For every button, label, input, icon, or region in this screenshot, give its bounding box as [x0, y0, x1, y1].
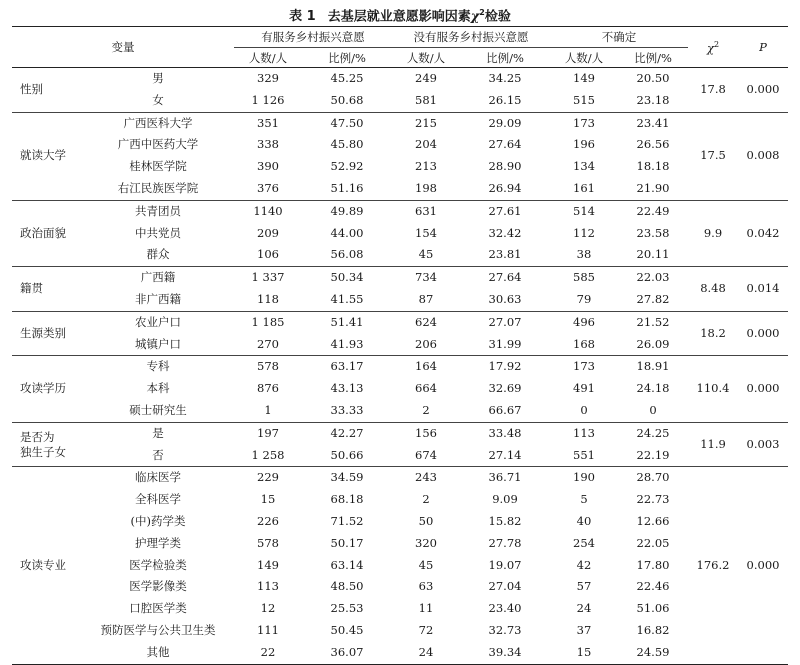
category-label: 桂林医学院	[129, 159, 187, 174]
category-label: (中)药学类	[130, 513, 186, 528]
uncertain-ratio: 17.80	[636, 557, 670, 572]
unwilling-ratio: 29.09	[488, 115, 522, 130]
chi-exponent: 2	[479, 8, 485, 17]
p-value: 0.000	[738, 68, 788, 113]
willing-ratio: 25.53	[330, 601, 364, 616]
unwilling-ratio: 26.94	[460, 178, 550, 200]
unwilling-count: 45	[392, 244, 460, 266]
willing-count: 197	[257, 425, 279, 440]
table-row	[12, 356, 788, 378]
group-label: 就读大学	[12, 112, 82, 200]
uncertain-count: 496	[573, 314, 595, 329]
willing-count: 578	[257, 535, 279, 550]
willing-count: 1140	[253, 203, 283, 218]
uncertain-ratio: 28.70	[636, 470, 670, 485]
table-number: 表 1	[289, 9, 316, 25]
uncertain-ratio: 21.52	[636, 314, 670, 329]
table-row	[12, 200, 788, 222]
willing-count: 390	[257, 159, 279, 174]
uncertain-ratio: 22.19	[618, 445, 688, 467]
unwilling-ratio: 27.04	[488, 579, 522, 594]
chi-square-value: 11.9	[688, 422, 738, 467]
unwilling-ratio: 15.82	[488, 513, 522, 528]
category-label: 广西籍	[140, 270, 176, 285]
table-row	[12, 378, 788, 400]
uncertain-ratio: 27.82	[618, 289, 688, 311]
unwilling-ratio: 28.90	[488, 159, 522, 174]
unwilling-ratio: 36.71	[488, 470, 522, 485]
willing-ratio: 49.89	[330, 203, 364, 218]
unwilling-count: 164	[415, 359, 437, 374]
willing-ratio: 45.25	[330, 71, 364, 85]
willing-ratio: 50.17	[330, 535, 364, 550]
table-row	[12, 311, 788, 333]
uncertain-count: 161	[550, 178, 618, 200]
willing-ratio: 63.14	[330, 557, 364, 572]
unwilling-ratio: 66.67	[460, 400, 550, 422]
category-label: 右江民族医学院	[82, 178, 234, 200]
unwilling-ratio: 32.42	[488, 225, 522, 240]
p-value: 0.000	[738, 356, 788, 422]
uncertain-ratio: 16.82	[636, 622, 670, 637]
category-label: 群众	[82, 244, 234, 266]
category-label: 护理学类	[135, 535, 181, 550]
willing-count: 118	[234, 289, 302, 311]
group-label: 政治面貌	[12, 200, 82, 266]
category-label: 医学影像类	[129, 579, 187, 594]
unwilling-count: 674	[392, 445, 460, 467]
category-label: 农业户口	[135, 314, 181, 329]
willing-ratio: 41.55	[302, 289, 392, 311]
table-title-suffix: 检验	[484, 9, 511, 25]
unwilling-count: 206	[392, 334, 460, 356]
chi-square-value: 17.8	[688, 68, 738, 113]
willing-ratio: 71.52	[330, 513, 364, 528]
willing-ratio: 50.66	[302, 445, 392, 467]
group-label: 性别	[12, 68, 82, 113]
unwilling-count: 734	[415, 270, 437, 285]
willing-ratio: 56.08	[302, 244, 392, 266]
uncertain-count: 190	[573, 470, 595, 485]
uncertain-count: 514	[573, 203, 595, 218]
unwilling-ratio: 17.92	[488, 359, 522, 374]
group-label: 攻读学历	[12, 356, 82, 422]
willing-ratio: 43.13	[330, 381, 364, 396]
table-row	[12, 178, 788, 200]
table-row	[12, 422, 788, 444]
header-ratio: 比例/%	[302, 48, 392, 68]
uncertain-ratio: 20.50	[636, 71, 670, 85]
unwilling-ratio: 9.09	[492, 492, 518, 507]
willing-ratio: 45.80	[330, 137, 364, 152]
uncertain-ratio: 24.59	[618, 642, 688, 664]
willing-ratio: 48.50	[330, 579, 364, 594]
uncertain-count: 112	[573, 225, 595, 240]
willing-ratio: 52.92	[330, 159, 364, 174]
unwilling-count: 581	[392, 90, 460, 112]
uncertain-count: 79	[550, 289, 618, 311]
uncertain-count: 173	[573, 115, 595, 130]
willing-count: 578	[257, 359, 279, 374]
willing-count: 876	[257, 381, 279, 396]
table-row	[12, 400, 788, 422]
willing-count: 329	[257, 71, 279, 85]
uncertain-count: 168	[550, 334, 618, 356]
uncertain-count: 57	[576, 579, 592, 594]
willing-count: 12	[260, 601, 276, 616]
willing-ratio: 63.17	[330, 359, 364, 374]
table-row	[12, 555, 788, 577]
table-row	[12, 445, 788, 467]
unwilling-count: 204	[415, 137, 437, 152]
unwilling-ratio: 32.73	[488, 622, 522, 637]
category-label: 是	[152, 425, 164, 440]
unwilling-count: 2	[392, 400, 460, 422]
willing-count: 1 258	[234, 445, 302, 467]
willing-count: 149	[257, 557, 279, 572]
table-row	[12, 267, 788, 289]
data-table	[12, 26, 788, 665]
group-label: 攻读专业	[12, 467, 82, 664]
willing-count: 209	[257, 225, 279, 240]
willing-count: 1 126	[234, 90, 302, 112]
category-label: 本科	[146, 381, 170, 396]
uncertain-count: 196	[573, 137, 595, 152]
unwilling-count: 63	[418, 579, 434, 594]
willing-ratio: 33.33	[302, 400, 392, 422]
unwilling-count: 243	[415, 470, 437, 485]
unwilling-ratio: 33.48	[488, 425, 522, 440]
header-ratio: 比例/%	[460, 48, 550, 68]
category-label: 广西中医药大学	[117, 137, 199, 152]
uncertain-count: 173	[573, 359, 595, 374]
table-title	[0, 0, 800, 26]
willing-count: 113	[257, 579, 279, 594]
uncertain-count: 24	[576, 601, 592, 616]
table-row	[12, 576, 788, 598]
chi-square-value: 176.2	[688, 467, 738, 664]
table-row	[12, 511, 788, 533]
chi-symbol: χ	[470, 9, 480, 25]
chi-symbol: χ	[706, 40, 714, 55]
uncertain-ratio: 23.18	[618, 90, 688, 112]
table-row	[12, 134, 788, 156]
willing-ratio: 68.18	[330, 492, 364, 507]
uncertain-count: 515	[550, 90, 618, 112]
chi-square-value: 8.48	[688, 267, 738, 312]
category-label: 临床医学	[135, 470, 181, 485]
willing-count: 1 185	[251, 314, 285, 329]
uncertain-count: 149	[573, 71, 595, 85]
unwilling-ratio: 19.07	[488, 557, 522, 572]
unwilling-ratio: 27.78	[488, 535, 522, 550]
willing-count: 226	[257, 513, 279, 528]
table-body	[12, 68, 788, 665]
chi-square-value: 9.9	[688, 200, 738, 266]
category-label: 专科	[146, 359, 170, 374]
willing-count: 376	[234, 178, 302, 200]
category-label: 硕士研究生	[82, 400, 234, 422]
willing-count: 1	[234, 400, 302, 422]
uncertain-ratio: 0	[618, 400, 688, 422]
header-group-uncertain: 不确定	[550, 27, 688, 48]
uncertain-ratio: 18.18	[636, 159, 670, 174]
unwilling-count: 631	[415, 203, 437, 218]
uncertain-ratio: 24.18	[636, 381, 670, 396]
uncertain-ratio: 26.56	[636, 137, 670, 152]
willing-count: 270	[234, 334, 302, 356]
category-label: 城镇户口	[82, 334, 234, 356]
unwilling-ratio: 30.63	[460, 289, 550, 311]
p-value: 0.014	[738, 267, 788, 312]
table-row	[12, 289, 788, 311]
willing-ratio: 47.50	[330, 115, 364, 130]
willing-ratio: 50.34	[330, 270, 364, 285]
willing-count: 22	[234, 642, 302, 664]
unwilling-ratio: 23.81	[460, 244, 550, 266]
table-row	[12, 223, 788, 245]
willing-count: 15	[260, 492, 276, 507]
p-value: 0.000	[738, 467, 788, 664]
category-label: 口腔医学类	[129, 601, 187, 616]
group-label: 生源类别	[12, 311, 82, 356]
uncertain-ratio: 26.09	[618, 334, 688, 356]
unwilling-ratio: 34.25	[488, 71, 522, 85]
table-row	[12, 467, 788, 489]
uncertain-count: 37	[576, 622, 592, 637]
category-label: 否	[82, 445, 234, 467]
unwilling-count: 50	[418, 513, 434, 528]
uncertain-ratio: 51.06	[636, 601, 670, 616]
willing-count: 1 337	[251, 270, 285, 285]
table-row	[12, 90, 788, 112]
chi-square-value: 17.5	[688, 112, 738, 200]
chi-square-value: 110.4	[688, 356, 738, 422]
unwilling-count: 87	[392, 289, 460, 311]
category-label: 男	[152, 71, 164, 85]
unwilling-count: 320	[415, 535, 437, 550]
willing-count: 106	[234, 244, 302, 266]
unwilling-ratio: 39.34	[460, 642, 550, 664]
table-row	[12, 156, 788, 178]
table-row	[12, 598, 788, 620]
uncertain-ratio: 21.90	[618, 178, 688, 200]
unwilling-ratio: 27.14	[460, 445, 550, 467]
uncertain-ratio: 24.25	[636, 425, 670, 440]
table-row	[12, 642, 788, 664]
unwilling-count: 664	[415, 381, 437, 396]
uncertain-ratio: 22.03	[636, 270, 670, 285]
uncertain-count: 15	[550, 642, 618, 664]
unwilling-ratio: 32.69	[488, 381, 522, 396]
p-value: 0.042	[738, 200, 788, 266]
uncertain-count: 113	[573, 425, 595, 440]
uncertain-count: 134	[573, 159, 595, 174]
p-value: 0.000	[738, 311, 788, 356]
uncertain-count: 38	[550, 244, 618, 266]
unwilling-ratio: 27.64	[488, 270, 522, 285]
unwilling-ratio: 26.15	[460, 90, 550, 112]
uncertain-count: 42	[576, 557, 592, 572]
uncertain-ratio: 22.49	[636, 203, 670, 218]
chi-square-value: 18.2	[688, 311, 738, 356]
willing-count: 111	[257, 622, 279, 637]
table-row	[12, 489, 788, 511]
table-row	[12, 533, 788, 555]
category-label: 其他	[82, 642, 234, 664]
category-label: 医学检验类	[129, 557, 187, 572]
category-label: 女	[82, 90, 234, 112]
category-label: 预防医学与公共卫生类	[100, 622, 216, 637]
header-chi-square	[688, 27, 738, 68]
category-label: 中共党员	[135, 225, 181, 240]
willing-ratio: 36.07	[302, 642, 392, 664]
category-label: 全科医学	[135, 492, 181, 507]
table-title-text: 去基层就业意愿影响因素	[327, 9, 471, 25]
header-count: 人数/人	[550, 48, 618, 68]
unwilling-count: 213	[415, 159, 437, 174]
uncertain-ratio: 22.05	[636, 535, 670, 550]
unwilling-count: 72	[418, 622, 434, 637]
willing-ratio: 41.93	[302, 334, 392, 356]
willing-count: 229	[257, 470, 279, 485]
uncertain-count: 551	[550, 445, 618, 467]
p-value: 0.003	[738, 422, 788, 467]
header-group-willing: 有服务乡村振兴意愿	[234, 27, 392, 48]
header-group-unwilling: 没有服务乡村振兴意愿	[392, 27, 550, 48]
header-p-value	[738, 27, 788, 68]
header-ratio: 比例/%	[618, 48, 688, 68]
unwilling-count: 215	[415, 115, 437, 130]
category-label: 广西医科大学	[123, 115, 193, 130]
uncertain-ratio: 23.41	[636, 115, 670, 130]
table-row	[12, 620, 788, 642]
uncertain-ratio: 22.73	[636, 492, 670, 507]
uncertain-count: 40	[576, 513, 592, 528]
unwilling-count: 624	[415, 314, 437, 329]
willing-ratio: 51.41	[330, 314, 364, 329]
p-symbol: P	[759, 40, 767, 54]
unwilling-count: 198	[392, 178, 460, 200]
unwilling-count: 11	[418, 601, 434, 616]
header-variable: 变量	[12, 27, 234, 68]
table-row	[12, 244, 788, 266]
willing-ratio: 44.00	[330, 225, 364, 240]
unwilling-ratio: 27.64	[488, 137, 522, 152]
table-row	[12, 112, 788, 134]
willing-count: 351	[257, 115, 279, 130]
willing-ratio: 50.45	[330, 622, 364, 637]
uncertain-ratio: 20.11	[618, 244, 688, 266]
uncertain-count: 491	[573, 381, 595, 396]
unwilling-count: 249	[415, 71, 437, 85]
willing-ratio: 51.16	[302, 178, 392, 200]
willing-ratio: 34.59	[330, 470, 364, 485]
group-label: 籍贯	[12, 267, 82, 312]
unwilling-ratio: 23.40	[488, 601, 522, 616]
unwilling-count: 45	[418, 557, 434, 572]
category-label: 非广西籍	[82, 289, 234, 311]
unwilling-count: 24	[392, 642, 460, 664]
uncertain-ratio: 22.46	[636, 579, 670, 594]
table-row	[12, 68, 788, 90]
header-count: 人数/人	[392, 48, 460, 68]
unwilling-count: 2	[422, 492, 430, 507]
chi-exponent: 2	[713, 39, 720, 49]
group-label: 是否为 独生子女	[12, 422, 82, 467]
uncertain-ratio: 12.66	[636, 513, 670, 528]
willing-count: 338	[257, 137, 279, 152]
unwilling-ratio: 27.07	[488, 314, 522, 329]
unwilling-ratio: 31.99	[460, 334, 550, 356]
category-label: 共青团员	[135, 203, 181, 218]
unwilling-count: 156	[415, 425, 437, 440]
header-count: 人数/人	[234, 48, 302, 68]
uncertain-count: 5	[580, 492, 588, 507]
uncertain-count: 254	[573, 535, 595, 550]
willing-ratio: 42.27	[330, 425, 364, 440]
unwilling-count: 154	[415, 225, 437, 240]
p-value: 0.008	[738, 112, 788, 200]
uncertain-ratio: 18.91	[636, 359, 670, 374]
uncertain-ratio: 23.58	[636, 225, 670, 240]
uncertain-count: 585	[573, 270, 595, 285]
uncertain-count: 0	[550, 400, 618, 422]
unwilling-ratio: 27.61	[488, 203, 522, 218]
willing-ratio: 50.68	[302, 90, 392, 112]
table-row	[12, 334, 788, 356]
